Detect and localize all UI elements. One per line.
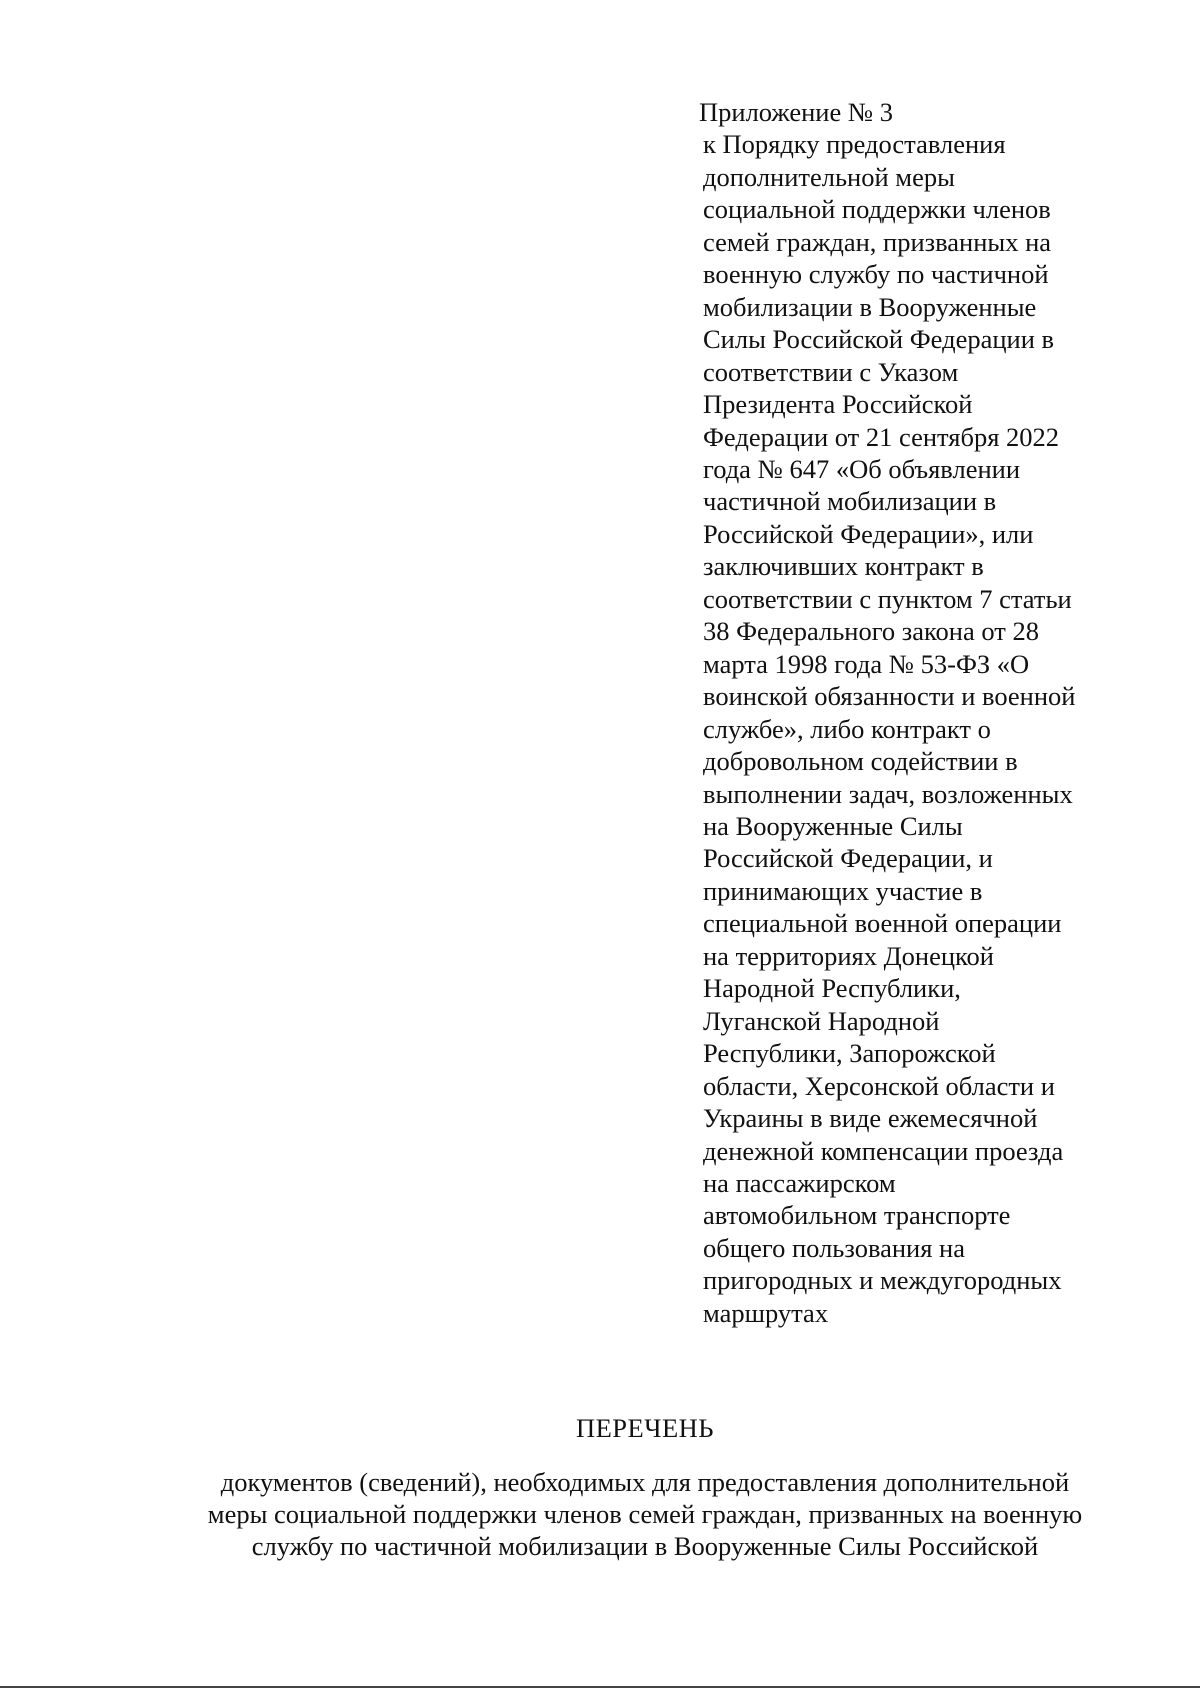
appendix-line: принимающих участие в <box>703 875 983 906</box>
appendix-line: общего пользования на <box>703 1232 965 1263</box>
document-subtitle <box>140 1466 1150 1562</box>
appendix-line: мобилизации в Вооруженные <box>703 291 1037 322</box>
appendix-line: области, Херсонской области и <box>703 1070 1055 1101</box>
appendix-line: на территориях Донецкой <box>703 940 994 971</box>
appendix-line: частичной мобилизации в <box>703 486 997 517</box>
appendix-line: к Порядку предоставления <box>703 129 1006 160</box>
appendix-line: соответствии с пунктом 7 статьи <box>703 583 1072 614</box>
appendix-line: маршрутах <box>703 1297 829 1328</box>
appendix-line: дополнительной меры <box>703 161 955 192</box>
page-bottom-rule <box>0 1686 1200 1688</box>
appendix-line: Украины в виде ежемесячной <box>703 1103 1038 1134</box>
appendix-line: Российской Федерации, и <box>703 843 993 874</box>
appendix-heading: Приложение № 3 <box>699 97 894 127</box>
appendix-line: военную службу по частичной <box>703 259 1049 290</box>
appendix-line: заключивших контракт в <box>703 551 984 582</box>
appendix-line: Президента Российской <box>703 389 973 420</box>
subtitle-line: документов (сведений), необходимых для предоставления дополнительной <box>220 1467 1070 1497</box>
appendix-line: выполнении задач, возложенных <box>703 778 1073 809</box>
document-title: ПЕРЕЧЕНЬ <box>575 1413 714 1443</box>
appendix-line: на Вооруженные Силы <box>703 810 963 841</box>
subtitle-line: меры социальной поддержки членов семей граждан, призванных на военную <box>207 1499 1083 1529</box>
appendix-line: года № 647 «Об объявлении <box>703 453 1021 484</box>
appendix-line: денежной компенсации проезда <box>703 1135 1064 1166</box>
appendix-line: Силы Российской Федерации в <box>703 324 1055 355</box>
appendix-line: соответствии с Указом <box>703 356 959 387</box>
appendix-line: Российской Федерации», или <box>703 518 1034 549</box>
appendix-line: воинской обязанности и военной <box>703 681 1076 712</box>
appendix-line: Луганской Народной <box>703 1005 940 1036</box>
appendix-line: семей граждан, призванных на <box>703 226 1052 257</box>
appendix-line: Федерации от 21 сентября 2022 <box>703 421 1060 452</box>
appendix-line: марта 1998 года № 53-ФЗ «О <box>703 648 1030 679</box>
appendix-line: специальной военной операции <box>703 908 1062 939</box>
appendix-line: Народной Республики, <box>703 973 961 1004</box>
appendix-line: Республики, Запорожской <box>703 1038 996 1069</box>
appendix-line: службе», либо контракт о <box>703 713 991 744</box>
appendix-block <box>699 96 1123 1329</box>
appendix-line: пригородных и междугородных <box>703 1265 1062 1296</box>
appendix-line: на пассажирском <box>703 1167 896 1198</box>
subtitle-line: службу по частичной мобилизации в Вооруженные Силы Российской <box>251 1531 1039 1561</box>
appendix-line: автомобильном транспорте <box>703 1200 1011 1231</box>
appendix-line: социальной поддержки членов <box>703 194 1051 225</box>
appendix-line: добровольном содействии в <box>703 746 1018 777</box>
appendix-line: 38 Федерального закона от 28 <box>703 616 1039 647</box>
